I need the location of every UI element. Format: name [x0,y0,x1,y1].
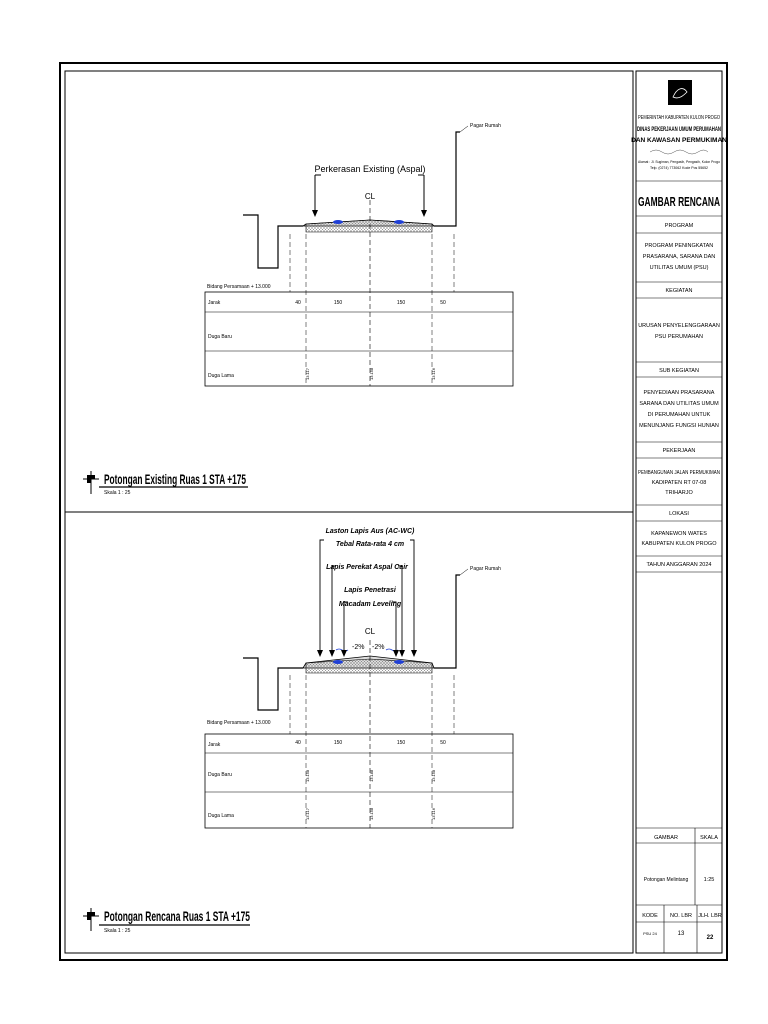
distance-value: 150 [333,300,343,306]
distance-value: 150 [396,740,406,746]
lokasi-header: LOKASI [669,511,689,517]
fence-label: Pagar Rumah [470,566,501,572]
elevation-value: 13.158 [369,367,374,380]
elevation-value: 13.116 [431,808,436,820]
rencana-cross-section [205,540,513,828]
department-line1: DINAS PEKERJAAN UMUM PERUMAHAN [637,126,722,133]
distance-value: 40 [295,300,301,306]
label-perekat: Lapis Perekat Aspal Cair [326,564,408,571]
gambar-header: GAMBAR [654,835,678,841]
tahun-anggaran: TAHUN ANGGARAN 2024 [646,562,712,568]
datum-label: Bidang Persamaan + 13.000 [207,284,271,290]
department-line2: DAN KAWASAN PERMUKIMAN [631,137,727,144]
sub-kegiatan-line: PENYEDIAAN PRASARANA [643,390,715,396]
sheet-title: GAMBAR RENCANA [638,194,721,209]
elevation-marker-icon [333,220,343,224]
distance-value: 150 [396,300,406,306]
fence-label: Pagar Rumah [470,123,501,129]
pekerjaan-line: KADIPATEN RT 07-08 [651,480,707,486]
skala-header: SKALA [700,835,718,841]
centerline-label: CL [364,627,376,636]
centerline-label: CL [364,192,376,201]
sub-kegiatan-line: DI PERUMAHAN UNTUK [647,412,711,418]
datum-label: Bidang Persamaan + 13.000 [207,720,271,726]
section-title-rencana: Potongan Rencana Ruas 1 STA +175 [104,908,251,924]
jlh-lbr-header: JLH. LBR [698,913,722,919]
elevation-value: 13.188 [369,769,374,782]
section-title-existing: Potongan Existing Ruas 1 STA +175 [104,471,247,487]
row-label-jarak: Jarak [208,742,221,748]
elevation-value: 13.117 [305,808,310,820]
agency-name: PEMERINTAH KABUPATEN KULON PROGO [638,115,721,121]
elevation-value: 13.116 [431,368,436,380]
sub-kegiatan-header: SUB KEGIATAN [659,368,699,374]
program-line: UTILITAS UMUM (PSU) [649,265,709,271]
row-label-duga-baru: Duga Baru [208,334,232,340]
program-line: PROGRAM PENINGKATAN [644,243,714,249]
distance-value: 50 [440,740,446,746]
section-scale-rencana: Skala 1 : 25 [104,928,131,934]
lokasi-line: KAPANEWON WATES [651,531,707,537]
program-line: PRASARANA, SARANA DAN [642,254,716,260]
elevation-marker-icon [394,220,404,224]
program-header: PROGRAM [664,223,694,229]
row-label-duga-lama: Duga Lama [208,813,234,819]
distance-value: 50 [440,300,446,306]
row-label-jarak: Jarak [208,300,221,306]
elevation-value: 13.158 [369,807,374,820]
logo-icon [668,80,692,105]
elevation-value: 13.158 [305,769,310,782]
pekerjaan-line: TRIHARJO [665,490,693,496]
address-line1: Alamat : Jl. Sugiman, Pengasih, Pengasih, Kulon Progo [638,160,721,164]
elevation-value: 13.158 [431,769,436,782]
kegiatan-line: PSU PERUMAHAN [655,334,703,340]
elevation-marker-icon [333,660,343,664]
gambar-value: Potongan Melintang [643,877,689,883]
skala-value: 1:25 [703,877,715,883]
distance-value: 40 [295,740,301,746]
no-lbr-header: NO. LBR [669,913,693,919]
label-laston-line2: Tebal Rata-rata 4 cm [335,541,405,548]
row-label-duga-lama: Duga Lama [208,373,234,379]
kegiatan-header: KEGIATAN [665,288,693,294]
elevation-marker-icon [394,660,404,664]
jlh-lbr-value: 22 [706,935,714,941]
slope-left-label: -2% [352,644,365,651]
kegiatan-line: URUSAN PENYELENGGARAAN [638,323,720,329]
section-scale-existing: Skala 1 : 25 [104,490,131,496]
lokasi-line: KABUPATEN KULON PROGO [641,541,717,547]
label-laston-line1: Laston Lapis Aus (AC-WC) [325,528,415,535]
row-label-duga-baru: Duga Baru [208,772,232,778]
pavement-existing-label: Perkerasan Existing (Aspal) [314,164,426,174]
label-penetrasi-line2: Macadam Leveling [338,601,402,608]
no-lbr-value: 13 [677,931,685,937]
elevation-value: 13.117 [305,368,310,380]
signature-script-icon [650,150,708,154]
pekerjaan-header: PEKERJAAN [662,448,696,454]
sub-kegiatan-line: SARANA DAN UTILITAS UMUM [639,401,719,407]
distance-value: 150 [333,740,343,746]
sub-kegiatan-line: MENUNJANG FUNGSI HUNIAN [639,423,719,429]
kode-value: PSU 24 [643,931,657,936]
label-penetrasi-line1: Lapis Penetrasi [344,587,396,594]
slope-right-label: -2% [372,644,385,651]
address-line2: Telp. (0274) 773062 Kode Pos 55652 [650,166,708,170]
pekerjaan-line: PEMBANGUNAN JALAN PERMUKIMAN [638,470,721,476]
kode-header: KODE [642,913,658,919]
